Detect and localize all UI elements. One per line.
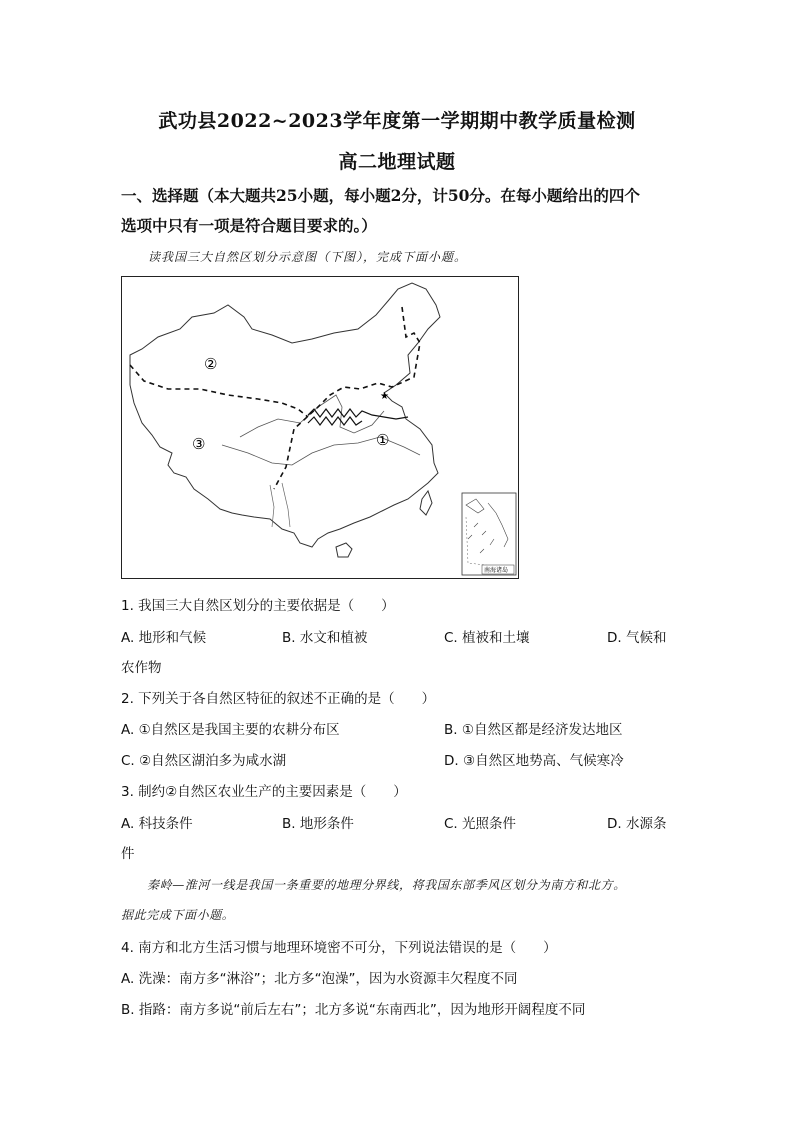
q4-option-a[interactable]: A. 洗澡：南方多“淋浴”；北方多“泡澡”，因为水资源丰欠程度不同 bbox=[121, 971, 518, 987]
q2-option-d[interactable]: D. ③自然区地势高、气候寒冷 bbox=[444, 753, 624, 769]
china-outline bbox=[130, 283, 440, 547]
map-intro-text: 读我国三大自然区划分示意图（下图），完成下面小题。 bbox=[148, 250, 468, 264]
yellow-river bbox=[240, 395, 384, 437]
yangtze-river bbox=[222, 437, 420, 465]
q1-option-c[interactable]: C. 植被和土壤 bbox=[444, 630, 530, 646]
passage-line-1: 秦岭—淮河一线是我国一条重要的地理分界线，将我国东部季风区划分为南方和北方。 bbox=[147, 878, 626, 892]
question-2-stem: 2. 下列关于各自然区特征的叙述不正确的是（ ） bbox=[121, 691, 436, 707]
q3-option-b[interactable]: B. 地形条件 bbox=[282, 816, 354, 832]
q4-option-b[interactable]: B. 指路：南方多说“前后左右”；北方多说“东南西北”，因为地形开阔程度不同 bbox=[121, 1002, 586, 1018]
q3-option-a[interactable]: A. 科技条件 bbox=[121, 816, 193, 832]
question-1-stem: 1. 我国三大自然区划分的主要依据是（ ） bbox=[121, 598, 395, 614]
boundary-northwest-tibet bbox=[130, 365, 308, 417]
q1-option-d-continued: 农作物 bbox=[121, 660, 162, 676]
south-china-sea-inset bbox=[462, 493, 516, 575]
section-heading-line2: 选项中只有一项是符合题目要求的。） bbox=[121, 216, 377, 235]
passage-line-2: 据此完成下面小题。 bbox=[121, 908, 235, 922]
hainan-island bbox=[336, 543, 352, 557]
map-svg bbox=[122, 277, 518, 578]
exam-subtitle: 高二地理试题 bbox=[338, 151, 456, 173]
q1-option-b[interactable]: B. 水文和植被 bbox=[282, 630, 368, 646]
exam-title: 武功县2022~2023学年度第一学期期中教学质量检测 bbox=[158, 110, 636, 132]
q2-option-b[interactable]: B. ①自然区都是经济发达地区 bbox=[444, 722, 623, 738]
region-label-2: ② bbox=[204, 355, 218, 373]
boundary-monsoon-northwest bbox=[274, 307, 420, 489]
qinling-huaihe-line-2 bbox=[308, 417, 362, 425]
q3-option-c[interactable]: C. 光照条件 bbox=[444, 816, 517, 832]
southwest-rivers bbox=[270, 483, 290, 527]
inset-caption: 南海诸岛 bbox=[484, 567, 509, 574]
q2-option-c[interactable]: C. ②自然区湖泊多为咸水湖 bbox=[121, 753, 287, 769]
q3-option-d[interactable]: D. 水源条 bbox=[607, 816, 667, 832]
q2-option-a[interactable]: A. ①自然区是我国主要的农耕分布区 bbox=[121, 722, 340, 738]
region-label-1: ① bbox=[376, 431, 390, 449]
q3-option-d-continued: 件 bbox=[121, 846, 135, 862]
q1-option-d[interactable]: D. 气候和 bbox=[607, 630, 667, 646]
section-heading-line1: 一、选择题（本大题共25小题，每小题2分，计50分。在每小题给出的四个 bbox=[121, 186, 640, 205]
capital-star-mark: ★ bbox=[380, 391, 389, 402]
china-natural-regions-map bbox=[121, 276, 519, 579]
taiwan-island bbox=[420, 491, 432, 515]
question-3-stem: 3. 制约②自然区农业生产的主要因素是（ ） bbox=[121, 784, 407, 800]
qinling-huaihe-line bbox=[308, 409, 408, 419]
q1-option-a[interactable]: A. 地形和气候 bbox=[121, 630, 207, 646]
question-4-stem: 4. 南方和北方生活习惯与地理环境密不可分，下列说法错误的是（ ） bbox=[121, 940, 557, 956]
region-label-3: ③ bbox=[192, 435, 206, 453]
